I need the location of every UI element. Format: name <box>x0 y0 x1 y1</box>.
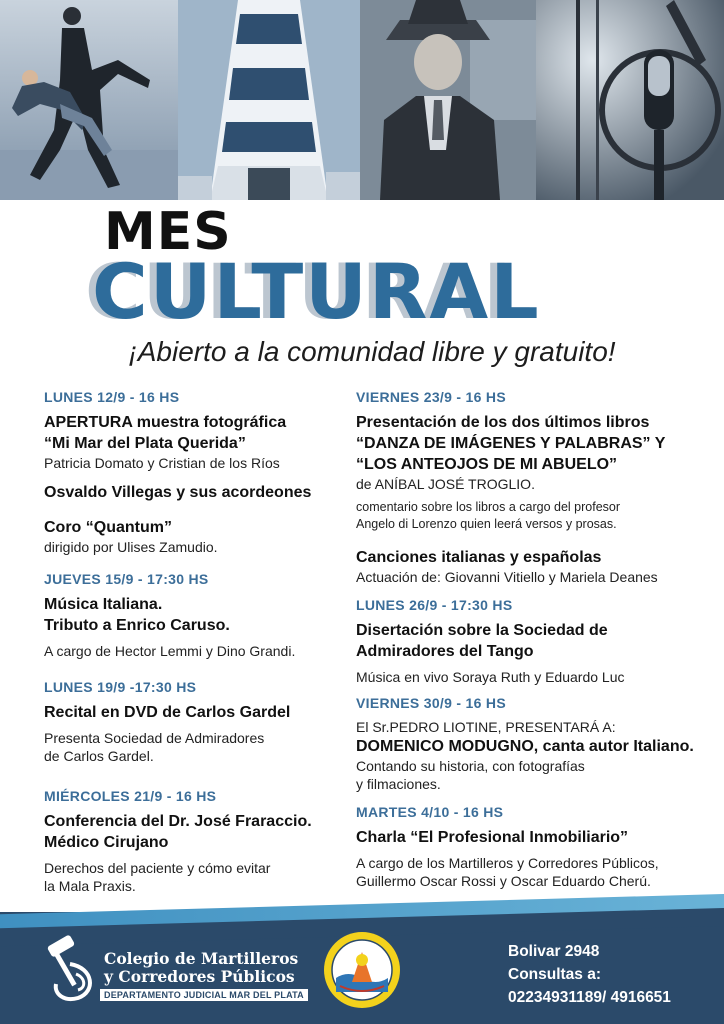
event-friday-30 <box>356 694 706 793</box>
auction-hammer-logo-icon <box>40 934 102 1006</box>
event-description: A cargo de los Martilleros y Corredores Públicos, <box>356 855 659 871</box>
event-title: Médico Cirujano <box>44 834 169 851</box>
event-date: LUNES 26/9 - 17:30 HS <box>356 597 513 613</box>
event-wednesday-21 <box>44 787 344 895</box>
event-title: Disertación sobre la Sociedad de <box>356 622 608 639</box>
event-description: Guillermo Oscar Rossi y Oscar Eduardo Cherú. <box>356 873 651 889</box>
event-description: de Carlos Gardel. <box>44 748 154 764</box>
event-description: Actuación de: Giovanni Vitiello y Mariela Deanes <box>356 569 658 585</box>
event-monday-19 <box>44 678 344 765</box>
program-right-column <box>356 388 706 890</box>
org-name <box>104 950 298 986</box>
event-title: Música Italiana. <box>44 596 163 613</box>
lighthouse-photo <box>178 0 360 200</box>
event-title: “LOS ANTEOJOS DE MI ABUELO” <box>356 456 618 473</box>
event-title: Admiradores del Tango <box>356 643 534 660</box>
title-line-2: CULTURAL <box>92 247 541 336</box>
event-title: Charla “El Profesional Inmobiliario” <box>356 829 629 846</box>
event-description: dirigido por Ulises Zamudio. <box>44 539 218 555</box>
event-title: Tributo a Enrico Caruso. <box>44 617 230 634</box>
event-description: y filmaciones. <box>356 776 441 792</box>
event-date: LUNES 19/9 -17:30 HS <box>44 679 197 695</box>
event-thursday-15 <box>44 570 344 660</box>
event-note: Angelo di Lorenzo quien leerá versos y prosas. <box>356 517 617 531</box>
event-description: Contando su historia, con fotografías <box>356 758 585 774</box>
event-title: “DANZA DE IMÁGENES Y PALABRAS” Y <box>356 435 666 452</box>
studio-microphone-photo <box>536 0 724 200</box>
event-monday-12 <box>44 388 344 556</box>
event-title: Presentación de los dos últimos libros <box>356 414 650 431</box>
institutional-seal-icon <box>322 930 402 1010</box>
event-date: VIERNES 30/9 - 16 HS <box>356 695 506 711</box>
event-date: LUNES 12/9 - 16 HS <box>44 389 180 405</box>
event-description: Presenta Sociedad de Admiradores <box>44 730 265 746</box>
event-title: Recital en DVD de Carlos Gardel <box>44 704 291 721</box>
event-date: JUEVES 15/9 - 17:30 HS <box>44 571 209 587</box>
title-line-1: MES <box>104 202 232 262</box>
tango-dancers-photo <box>0 0 178 200</box>
event-date: VIERNES 23/9 - 16 HS <box>356 389 506 405</box>
event-friday-23 <box>356 388 706 586</box>
contact-info <box>508 940 671 1009</box>
event-title: APERTURA muestra fotográfica <box>44 414 287 431</box>
event-monday-26 <box>356 596 706 686</box>
event-intro: El Sr.PEDRO LIOTINE, PRESENTARÁ A: <box>356 719 616 735</box>
event-description: A cargo de Hector Lemmi y Dino Grandi. <box>44 643 296 659</box>
org-name-line-2: y Corredores Públicos <box>104 967 295 986</box>
phone-numbers: 02234931189/ 4916651 <box>508 989 671 1006</box>
event-title: Osvaldo Villegas y sus acordeones <box>44 484 312 501</box>
event-description: la Mala Praxis. <box>44 878 136 894</box>
subtitle: ¡Abierto a la comunidad libre y gratuito! <box>128 336 616 367</box>
event-description: Música en vivo Soraya Ruth y Eduardo Luc <box>356 669 625 685</box>
event-title: “Mi Mar del Plata Querida” <box>44 435 246 452</box>
event-title: Canciones italianas y españolas <box>356 549 602 566</box>
event-date: MARTES 4/10 - 16 HS <box>356 804 504 820</box>
org-department: DEPARTAMENTO JUDICIAL MAR DEL PLATA <box>100 989 308 1001</box>
address: Bolivar 2948 <box>508 943 600 960</box>
event-author: de ANÍBAL JOSÉ TROGLIO. <box>356 476 535 492</box>
event-description: Derechos del paciente y cómo evitar <box>44 860 271 876</box>
event-tuesday-4 <box>356 803 706 890</box>
program-left-column <box>44 388 344 895</box>
photo-strip <box>0 0 724 200</box>
event-note: comentario sobre los libros a cargo del profesor <box>356 500 621 514</box>
event-title: Coro “Quantum” <box>44 519 172 536</box>
event-date: MIÉRCOLES 21/9 - 16 HS <box>44 788 217 804</box>
man-in-hat-photo <box>360 0 536 200</box>
org-name-line-1: Colegio de Martilleros <box>104 949 299 968</box>
event-title: DOMENICO MODUGNO, canta autor Italiano. <box>356 738 694 755</box>
event-title: Conferencia del Dr. José Fraraccio. <box>44 813 312 830</box>
event-description: Patricia Domato y Cristian de los Ríos <box>44 455 280 471</box>
contact-label: Consultas a: <box>508 966 602 983</box>
